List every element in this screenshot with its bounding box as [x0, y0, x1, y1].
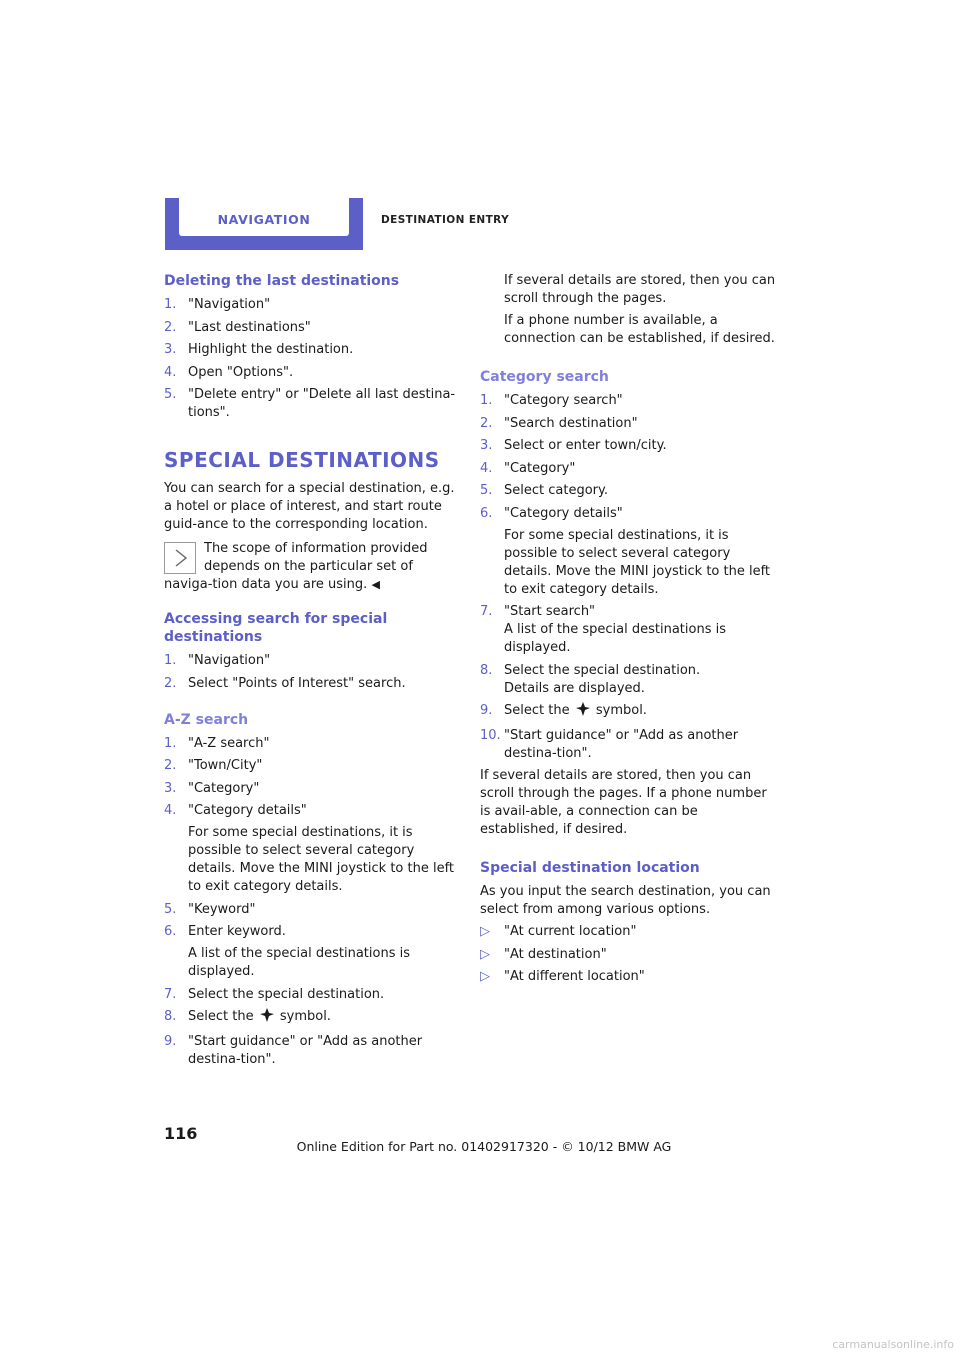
list-item: 1. "Navigation"	[164, 297, 271, 312]
chapter-tab-inner	[179, 198, 349, 236]
special-destinations-heading: SPECIAL DESTINATIONS	[164, 448, 440, 472]
destination-flag-icon	[260, 1008, 274, 1028]
list-item: 3. Highlight the destination.	[164, 342, 354, 357]
list-item: 1. "Category search"	[480, 393, 623, 408]
list-item: 8. Select the symbol.	[164, 1008, 460, 1028]
chapter-tab-label: NAVIGATION	[217, 212, 311, 227]
list-item: 10. "Start guidance" or "Add as another destina-tion".	[480, 727, 739, 761]
az-steps	[164, 735, 460, 1069]
list-item: 5. "Keyword"	[164, 901, 256, 917]
note-text: The scope of information provided depends on the particular set of naviga-tion data you are using.	[164, 541, 428, 592]
watermark: carmanualsonline.info	[832, 1338, 954, 1351]
category-after-text: If several details are stored, then you can scroll through the pages. If a phone number is avail-able, a connection can be established, if desired.	[480, 768, 767, 837]
location-intro: As you input the search destination, you can select from among various options.	[480, 884, 771, 917]
page-number: 116	[164, 1124, 198, 1143]
list-item: 8. Select the special destination. Details are displayed.	[480, 662, 701, 696]
list-item: ▷ "At current location"	[480, 924, 637, 939]
list-item: 9. Select the symbol.	[480, 702, 778, 722]
list-item: ▷ "At destination"	[480, 946, 607, 962]
list-item: 1. "Navigation"	[164, 653, 271, 668]
deleting-steps	[164, 296, 460, 422]
bullet-arrow-icon: ▷	[480, 924, 490, 939]
location-options	[480, 923, 778, 986]
list-item: 7. Select the special destination.	[164, 986, 385, 1002]
list-item: 3. "Category"	[164, 780, 260, 796]
list-item: ▷ "At different location"	[480, 969, 645, 984]
continued-text-2: If a phone number is available, a connection can be established, if desired.	[504, 313, 775, 346]
list-item: 2. "Last destinations"	[164, 319, 311, 335]
list-item: 9. "Start guidance" or "Add as another destina-tion".	[164, 1033, 423, 1067]
continued-text-1: If several details are stored, then you can scroll through the pages.	[504, 273, 776, 306]
destination-flag-icon	[576, 702, 590, 722]
list-item: 4. Open "Options".	[164, 364, 294, 380]
right-column	[480, 272, 778, 991]
location-title: Special destination location	[480, 860, 700, 876]
footer: Online Edition for Part no. 01402917320 - © 10/12 BMW AG	[296, 1139, 672, 1154]
note-arrow-icon	[164, 542, 196, 574]
list-item: 2. Select "Points of Interest" search.	[164, 675, 406, 691]
list-item: 6. "Category details" For some special destinations, it is possible to select several category details. Move the MINI joystick to the left to exit category details.	[480, 505, 771, 597]
list-item: 5. Select category.	[480, 483, 608, 498]
list-item: 7. "Start search" A list of the special destinations is displayed.	[480, 604, 727, 655]
left-column	[164, 272, 460, 1073]
chapter-tab	[165, 198, 363, 250]
list-item: 2. "Search destination"	[480, 415, 638, 431]
list-item: 2. "Town/City"	[164, 758, 263, 773]
list-item: 4. "Category"	[480, 460, 576, 476]
az-title: A-Z search	[164, 711, 249, 728]
bullet-arrow-icon: ▷	[480, 969, 490, 984]
list-item: 3. Select or enter town/city.	[480, 438, 667, 453]
list-item: 6. Enter keyword. A list of the special destinations is displayed.	[164, 924, 411, 979]
section-header: DESTINATION ENTRY	[381, 214, 510, 226]
note	[164, 540, 460, 594]
end-mark-icon: ◀	[371, 578, 380, 591]
deleting-title: Deleting the last destinations	[164, 273, 400, 289]
bullet-arrow-icon: ▷	[480, 946, 490, 962]
category-steps	[480, 392, 778, 763]
list-item: 4. "Category details" For some special destinations, it is possible to select several category details. Move the MINI joystick to the left to exit category details.	[164, 803, 455, 894]
accessing-title: Accessing search for special destinations	[164, 611, 388, 645]
category-title: Category search	[480, 369, 609, 385]
accessing-steps	[164, 652, 460, 693]
list-item: 5. "Delete entry" or "Delete all last destina-tions".	[164, 387, 456, 420]
list-item: 1. "A-Z search"	[164, 735, 270, 751]
special-intro: You can search for a special destination, e.g. a hotel or place of interest, and start route guid-ance to the corresponding location.	[164, 481, 455, 532]
